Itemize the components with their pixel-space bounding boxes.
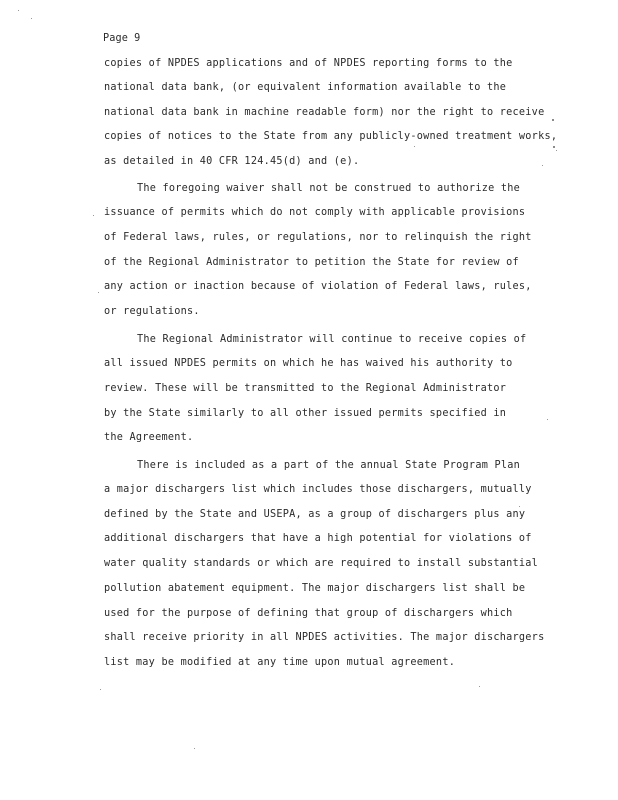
scan-speck (553, 146, 555, 148)
scan-speck (414, 146, 415, 147)
text-line-13: all issued NPDES permits on which he has waived his authority to (104, 358, 513, 369)
scan-speck (519, 506, 520, 507)
text-line-6: The foregoing waiver shall not be construed to authorize the (137, 183, 521, 194)
text-line-21: water quality standards or which are required to install substantial (104, 558, 539, 569)
scan-speck (542, 165, 543, 166)
text-line-10: any action or inaction because of violation of Federal laws, rules, (104, 281, 532, 292)
text-line-4: copies of notices to the State from any publicly-owned treatment works, (104, 131, 558, 142)
scan-speck (556, 150, 557, 151)
scan-speck (18, 10, 19, 11)
text-line-19: defined by the State and USEPA, as a group of dischargers plus any (104, 509, 526, 520)
text-line-12: The Regional Administrator will continue to receive copies of (137, 334, 527, 345)
text-line-8: of Federal laws, rules, or regulations, nor to relinquish the right (104, 232, 532, 243)
scan-speck (547, 419, 548, 420)
text-line-25: list may be modified at any time upon mutual agreement. (104, 657, 456, 668)
text-line-7: issuance of permits which do not comply with applicable provisions (104, 207, 526, 218)
text-line-22: pollution abatement equipment. The major dischargers list shall be (104, 583, 526, 594)
text-line-9: of the Regional Administrator to petition the State for review of (104, 257, 519, 268)
text-line-1: copies of NPDES applications and of NPDES reporting forms to the (104, 58, 513, 69)
scan-speck (194, 748, 195, 749)
text-line-15: by the State similarly to all other issued permits specified in (104, 408, 507, 419)
scan-speck (31, 18, 32, 19)
scan-speck (93, 215, 94, 216)
scan-speck (98, 292, 99, 293)
text-line-2: national data bank, (or equivalent information available to the (104, 82, 507, 93)
text-line-5: as detailed in 40 CFR 124.45(d) and (e). (104, 156, 360, 167)
text-line-16: the Agreement. (104, 432, 194, 443)
scan-speck (100, 689, 101, 690)
text-line-14: review. These will be transmitted to the Regional Administrator (104, 383, 507, 394)
text-line-24: shall receive priority in all NPDES activities. The major dischargers (104, 632, 545, 643)
text-line-20: additional dischargers that have a high potential for violations of (104, 533, 532, 544)
text-line-18: a major dischargers list which includes those dischargers, mutually (104, 484, 532, 495)
text-line-11: or regulations. (104, 306, 200, 317)
text-line-17: There is included as a part of the annual State Program Plan (137, 460, 521, 471)
page-number: Page 9 (103, 33, 141, 44)
text-line-3: national data bank in machine readable form) nor the right to receive (104, 107, 545, 118)
text-line-23: used for the purpose of defining that group of dischargers which (104, 608, 513, 619)
scan-speck (552, 119, 554, 121)
scan-speck (479, 686, 480, 687)
